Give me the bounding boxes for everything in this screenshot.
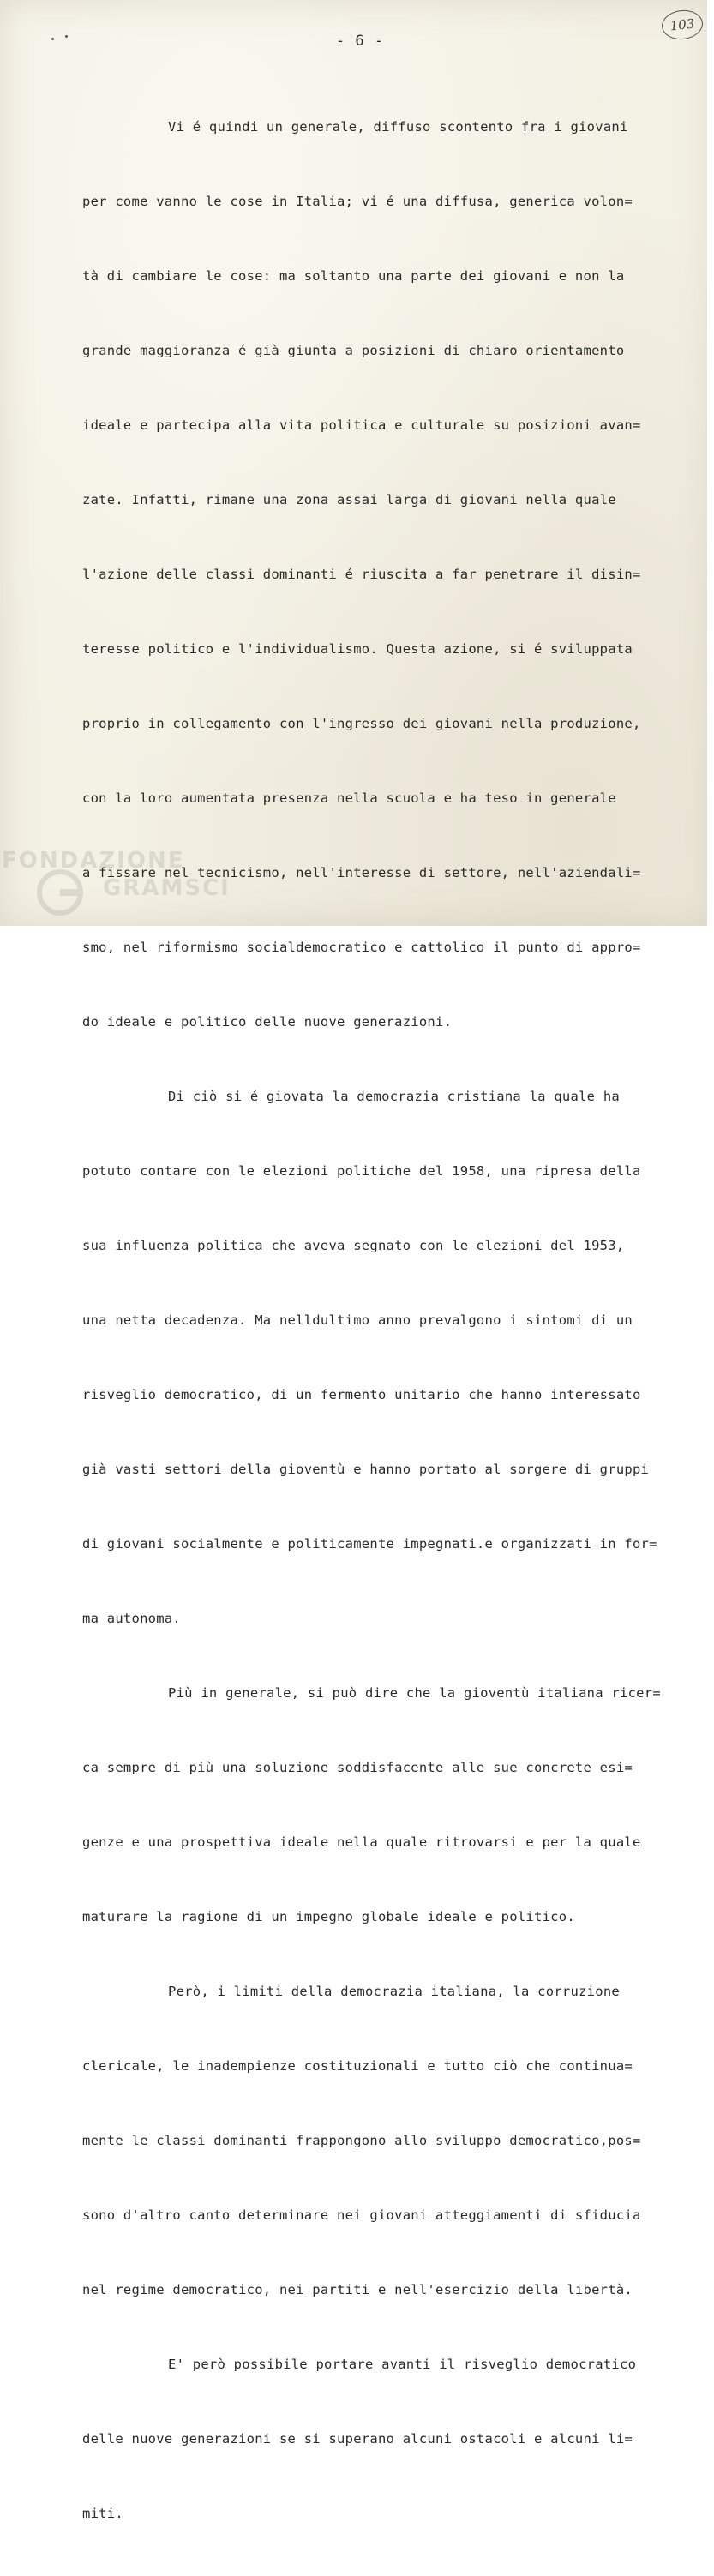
text-line: smo, nel riformismo socialdemocratico e cattolico il punto di appro= bbox=[82, 940, 641, 955]
text-line: zate. Infatti, rimane una zona assai larga di giovani nella quale bbox=[82, 492, 616, 507]
text-line: Vi é quindi un generale, diffuso scontento fra i giovani bbox=[168, 119, 628, 135]
stray-marks bbox=[51, 38, 77, 43]
text-line: proprio in collegamento con l'ingresso dei giovani nella produzione, bbox=[82, 716, 641, 731]
text-line: tà di cambiare le cose: ma soltanto una parte dei giovani e non la bbox=[82, 268, 625, 284]
text-line: Di ciò si é giovata la democrazia cristiana la quale ha bbox=[168, 1089, 620, 1104]
text-line: potuto contare con le elezioni politiche del 1958, una ripresa della bbox=[82, 1163, 641, 1179]
text-line: ca sempre di più una soluzione soddisfacente alle sue concrete esi= bbox=[82, 1760, 633, 1775]
text-line: ma autonoma. bbox=[82, 1611, 181, 1626]
page-number: - 6 - bbox=[335, 33, 385, 50]
text-line: con la loro aumentata presenza nella scuola e ha teso in generale bbox=[82, 790, 616, 806]
text-line: di giovani socialmente e politicamente impegnati.e organizzati in for= bbox=[82, 1536, 657, 1552]
typed-body-text bbox=[82, 65, 682, 2576]
scan-border bbox=[707, 0, 714, 926]
text-line: clericale, le inadempienze costituzionali e tutto ciò che continua= bbox=[82, 2058, 633, 2074]
watermark-text-top: FONDAZIONE bbox=[2, 848, 185, 874]
text-line: maturare la ragione di un impegno globale ideale e politico. bbox=[82, 1909, 575, 1924]
text-line: una netta decadenza. Ma nelldultimo anno prevalgono i sintomi di un bbox=[82, 1312, 633, 1328]
text-line: a fissare nel tecnicismo, nell'interesse di settore, nell'aziendali= bbox=[82, 865, 641, 880]
text-line: miti. bbox=[82, 2506, 123, 2521]
text-line: l'azione delle classi dominanti é riuscita a far penetrare il disin= bbox=[82, 567, 641, 582]
text-line: grande maggioranza é già giunta a posizioni di chiaro orientamento bbox=[82, 343, 625, 358]
text-line: teresse politico e l'individualismo. Questa azione, si é sviluppata bbox=[82, 641, 633, 657]
folio-number: 103 bbox=[660, 9, 704, 42]
text-line: già vasti settori della gioventù e hanno portato al sorgere di gruppi bbox=[82, 1462, 650, 1477]
text-line: risveglio democratico, di un fermento unitario che hanno interessato bbox=[82, 1387, 641, 1402]
text-line: sua influenza politica che aveva segnato con le elezioni del 1953, bbox=[82, 1238, 625, 1253]
watermark-logo-icon bbox=[34, 867, 86, 918]
text-line: ideale e partecipa alla vita politica e culturale su posizioni avan= bbox=[82, 417, 641, 433]
text-line: mente le classi dominanti frappongono allo sviluppo democratico,pos= bbox=[82, 2133, 641, 2148]
text-line: Però, i limiti della democrazia italiana, la corruzione bbox=[168, 1984, 620, 1999]
text-line: genze e una prospettiva ideale nella quale ritrovarsi e per la quale bbox=[82, 1834, 641, 1850]
text-line: do ideale e politico delle nuove generazioni. bbox=[82, 1014, 453, 1030]
text-line: sono d'altro canto determinare nei giovani atteggiamenti di sfiducia bbox=[82, 2207, 641, 2223]
text-line: E' però possibile portare avanti il risveglio democratico bbox=[168, 2357, 637, 2372]
text-line: Più in generale, si può dire che la gioventù italiana ricer= bbox=[168, 1685, 661, 1701]
text-line: per come vanno le cose in Italia; vi é una diffusa, generica volon= bbox=[82, 194, 633, 209]
text-line: nel regime democratico, nei partiti e nell'esercizio della libertà. bbox=[82, 2282, 633, 2297]
watermark-text-bottom: GRAMSCI bbox=[103, 875, 231, 901]
text-line: delle nuove generazioni se si superano alcuni ostacoli e alcuni li= bbox=[82, 2431, 633, 2447]
